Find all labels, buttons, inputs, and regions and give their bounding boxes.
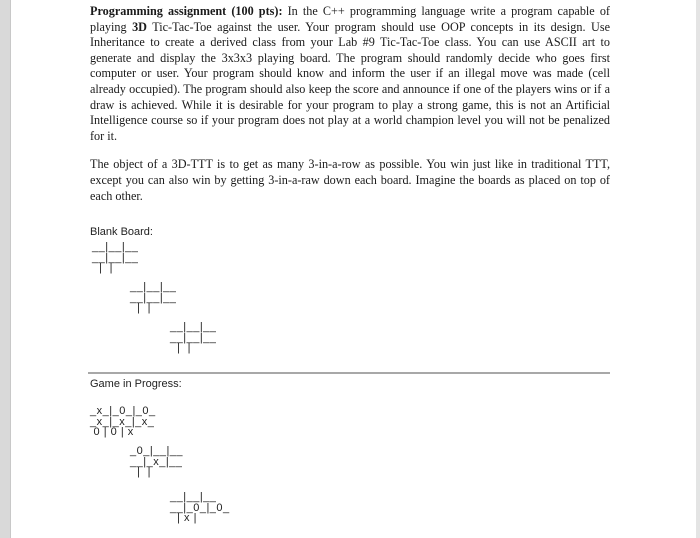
right-frame-edge [696,0,700,538]
board-row: | x | [170,512,197,524]
board-row: __|_0_|_0_ [170,501,230,514]
description-part-1: In the C++ programming language write a program capable of playing [90,4,610,34]
progress-board-layer-2 [130,446,183,478]
board-row: _x_|_x_|_x_ [90,415,155,428]
blank-board-layer-2 [130,282,176,314]
section-divider [88,372,610,374]
description-part-2: Tic-Tac-Toe against the user. Your program should use OOP concepts in its design. Use Inheritance to create a derived class from your Lab #9 Tic-Tac-Toe class. You can use ASCII art to generate and display the 3x3x3 playing board. The program should randomly decide who goes first computer or user. Your program should know and inform the user if an illegal move was made (cell already occupied). The program should also keep the score and announce if one of the players wins or if a draw is achieved. While it is desirable for your program to play a strong game, this is not an Artificial Intelligence course so if your program does not play at a world champion level you will not be penalized for it. [90,19,610,143]
assignment-title: Programming assignment (100 pts): [90,4,283,18]
board-row: __|__|__ [170,331,217,344]
board-row: __|__|__ [170,491,217,503]
board-row: __|__|__ [130,281,177,293]
game-progress-heading: Game in Progress: [90,378,182,390]
board-row: | | [92,262,113,274]
board-row: __|__|__ [92,241,139,253]
assignment-description [90,4,610,144]
board-row: __|__|__ [130,291,177,304]
board-row: __|__|__ [92,251,139,264]
board-row: | | [170,342,191,354]
board-row: | | [130,302,151,314]
board-row: 0 | 0 | x [90,426,134,438]
board-row: _x_|_0_|_0_ [90,405,156,417]
board-row: | | [130,466,151,478]
game-objective-paragraph: The object of a 3D-TTT is to get as many 3-in-a-row as possible. You win just like in traditional TTT, except you can also win by getting 3-in-a-raw down each board. Imagine the boards as placed on top of each other. [90,157,610,203]
assignment-document [90,4,610,524]
progress-board-layer-3 [170,492,230,524]
blank-board-heading: Blank Board: [90,226,153,238]
left-frame-edge [0,0,10,538]
board-row: __|__|__ [170,321,217,333]
blank-board-layer-3 [170,322,216,354]
left-frame-line [10,0,11,538]
board-row: __|_x_|__ [130,455,183,468]
description-bold-3d: 3D [132,19,147,34]
board-row: _0_|__|__ [130,445,184,457]
progress-board-layer-1 [90,406,156,438]
blank-board-layer-1 [92,242,138,274]
